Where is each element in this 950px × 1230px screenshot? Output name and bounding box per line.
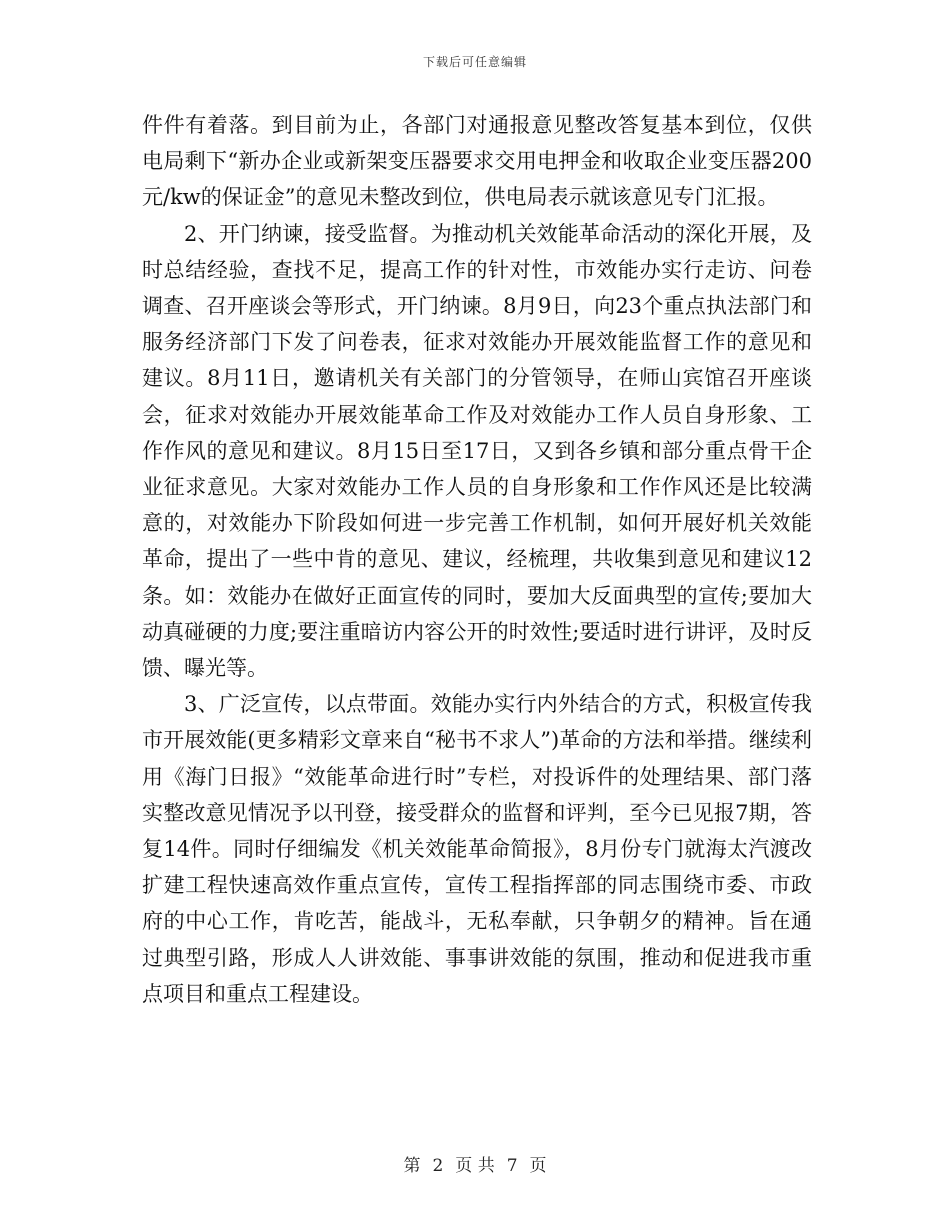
document-body	[142, 107, 812, 1012]
page-label-prefix: 第	[403, 1156, 421, 1176]
paragraph-3: 3、广泛宣传，以点带面。效能办实行内外结合的方式，积极宣传我市开展效能(更多精彩文章来自“秘书不求人”)革命的方法和举措。继续利用《海门日报》“效能革命进行时”专栏，对投诉件的处理结果、部门落实整改意见情况予以刊登，接受群众的监督和评判，至今已见报7期，答复14件。同时仔细编发《机关效能革命简报》，8月份专门就海太汽渡改扩建工程快速高效作重点宣传，宣传工程指挥部的同志围绕市委、市政府的中心工作，肯吃苦，能战斗，无私奉献，只争朝夕的精神。旨在通过典型引路，形成人人讲效能、事事讲效能的氛围，推动和促进我市重点项目和重点工程建设。	[142, 692, 812, 1006]
current-page-number: 2	[432, 1156, 444, 1176]
paragraph-1: 件件有着落。到目前为止，各部门对通报意见整改答复基本到位，仅供电局剩下“新办企业或新架变压器要求交用电押金和收取企业变压器200元/kw的保证金”的意见未整改到位，供电局表示就该意见专门汇报。	[142, 113, 812, 210]
page-label-mid: 页 共	[455, 1156, 495, 1176]
page-footer	[0, 1151, 950, 1176]
page-header-note: 下载后可任意编辑	[422, 55, 527, 69]
paragraph-2: 2、开门纳谏，接受监督。为推动机关效能革命活动的深化开展，及时总结经验，查找不足，提高工作的针对性，市效能办实行走访、问卷调查、召开座谈会等形式，开门纳谏。8月9日，向23个重点执法部门和服务经济部门下发了问卷表，征求对效能办开展效能监督工作的意见和建议。8月11日，邀请机关有关部门的分管领导，在师山宾馆召开座谈会，征求对效能办开展效能革命工作及对效能办工作人员自身形象、工作作风的意见和建议。8月15日至17日，又到各乡镇和部分重点骨干企业征求意见。大家对效能办工作人员的自身形象和工作作风还是比较满意的，对效能办下阶段如何进一步完善工作机制，如何开展好机关效能革命，提出了一些中肯的意见、建议，经梳理，共收集到意见和建议12条。如：效能办在做好正面宣传的同时，要加大反面典型的宣传;要加大动真碰硬的力度;要注重暗访内容公开的时效性;要适时进行讲评，及时反馈、曝光等。	[142, 221, 812, 681]
total-pages-number: 7	[506, 1156, 518, 1176]
page-label-suffix: 页	[529, 1156, 547, 1176]
